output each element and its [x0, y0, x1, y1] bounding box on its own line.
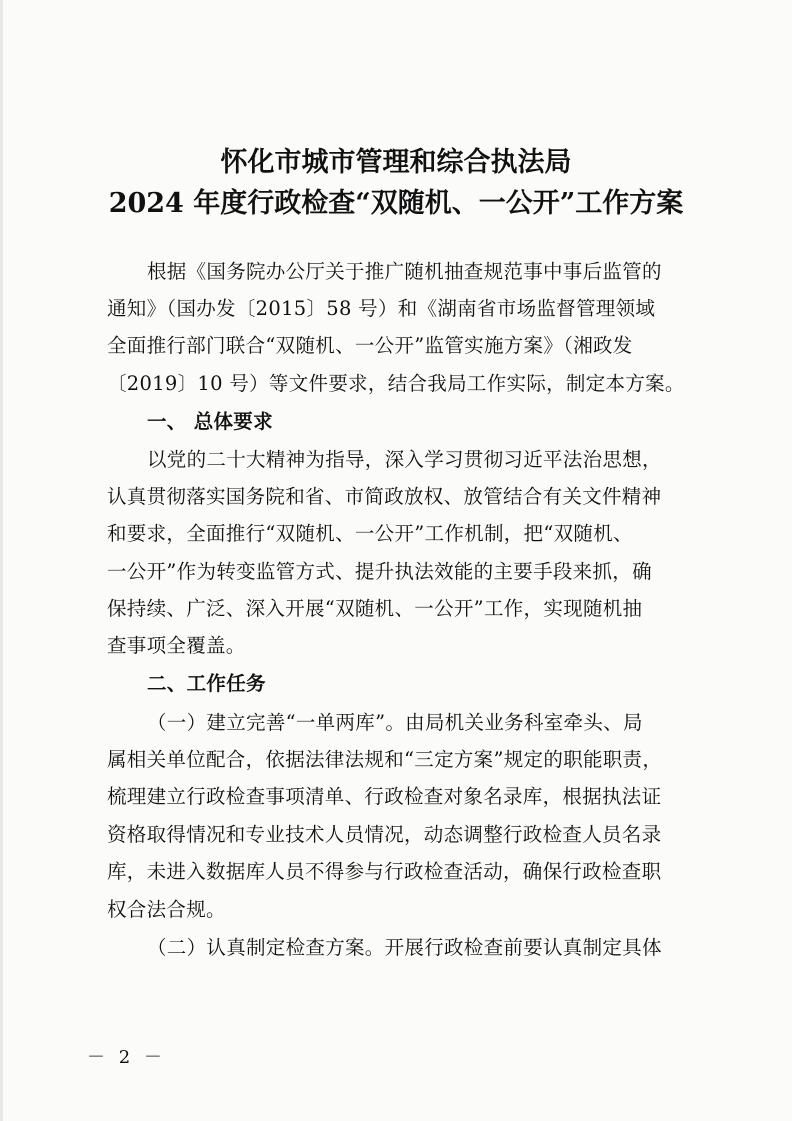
section-1-line-1: 以党的二十大精神为指导，深入学习贯彻习近平法治思想， — [147, 448, 662, 471]
intro-line-3: 全面推行部门联合“双随机、一公开”监管实施方案》（湘政发 — [107, 334, 633, 357]
section-2-line-7: （二）认真制定检查方案。开展行政检查前要认真制定具体 — [147, 936, 662, 959]
section-2-line-5: 库，未进入数据库人员不得参与行政检查活动，确保行政检查职 — [107, 860, 662, 883]
document-title-line-2: 2024 年度行政检查“双随机、一公开”工作方案 — [108, 188, 684, 219]
document-title-line-1: 怀化市城市管理和综合执法局 — [220, 147, 572, 178]
section-1-line-2: 认真贯彻落实国务院和省、市简政放权、放管结合有关文件精神 — [107, 485, 662, 508]
section-1-line-5: 保持续、广泛、深入开展“双随机、一公开”工作，实现随机抽 — [107, 597, 643, 620]
section-2-line-3: 梳理建立行政检查事项清单、行政检查对象名录库，根据执法证 — [107, 785, 662, 808]
section-1-line-4: 一公开”作为转变监管方式、提升执法效能的主要手段来抓，确 — [107, 560, 652, 583]
intro-line-2: 通知》（国办发〔2015〕58 号）和《湖南省市场监督管理领域 — [107, 297, 656, 320]
section-1-heading: 一、 总体要求 — [147, 410, 273, 433]
intro-line-1: 根据《国务院办公厅关于推广随机抽查规范事中事后监管的 — [147, 260, 662, 283]
section-1-line-6: 查事项全覆盖。 — [107, 634, 246, 657]
intro-line-4: 〔2019〕10 号）等文件要求，结合我局工作实际，制定本方案。 — [107, 372, 685, 395]
section-2-line-4: 资格取得情况和专业技术人员情况，动态调整行政检查人员名录 — [107, 823, 662, 846]
section-2-heading: 二、工作任务 — [147, 672, 266, 695]
section-1-line-3: 和要求，全面推行“双随机、一公开”工作机制，把“双随机、 — [107, 522, 633, 545]
section-2-line-6: 权合法合规。 — [107, 898, 226, 921]
section-2-line-1: （一）建立完善“一单两库”。由局机关业务科室牵头、局 — [147, 711, 643, 734]
page-number: － 2 － — [87, 1047, 166, 1068]
section-2-line-2: 属相关单位配合，依据法律法规和“三定方案”规定的职能职责， — [107, 748, 663, 771]
